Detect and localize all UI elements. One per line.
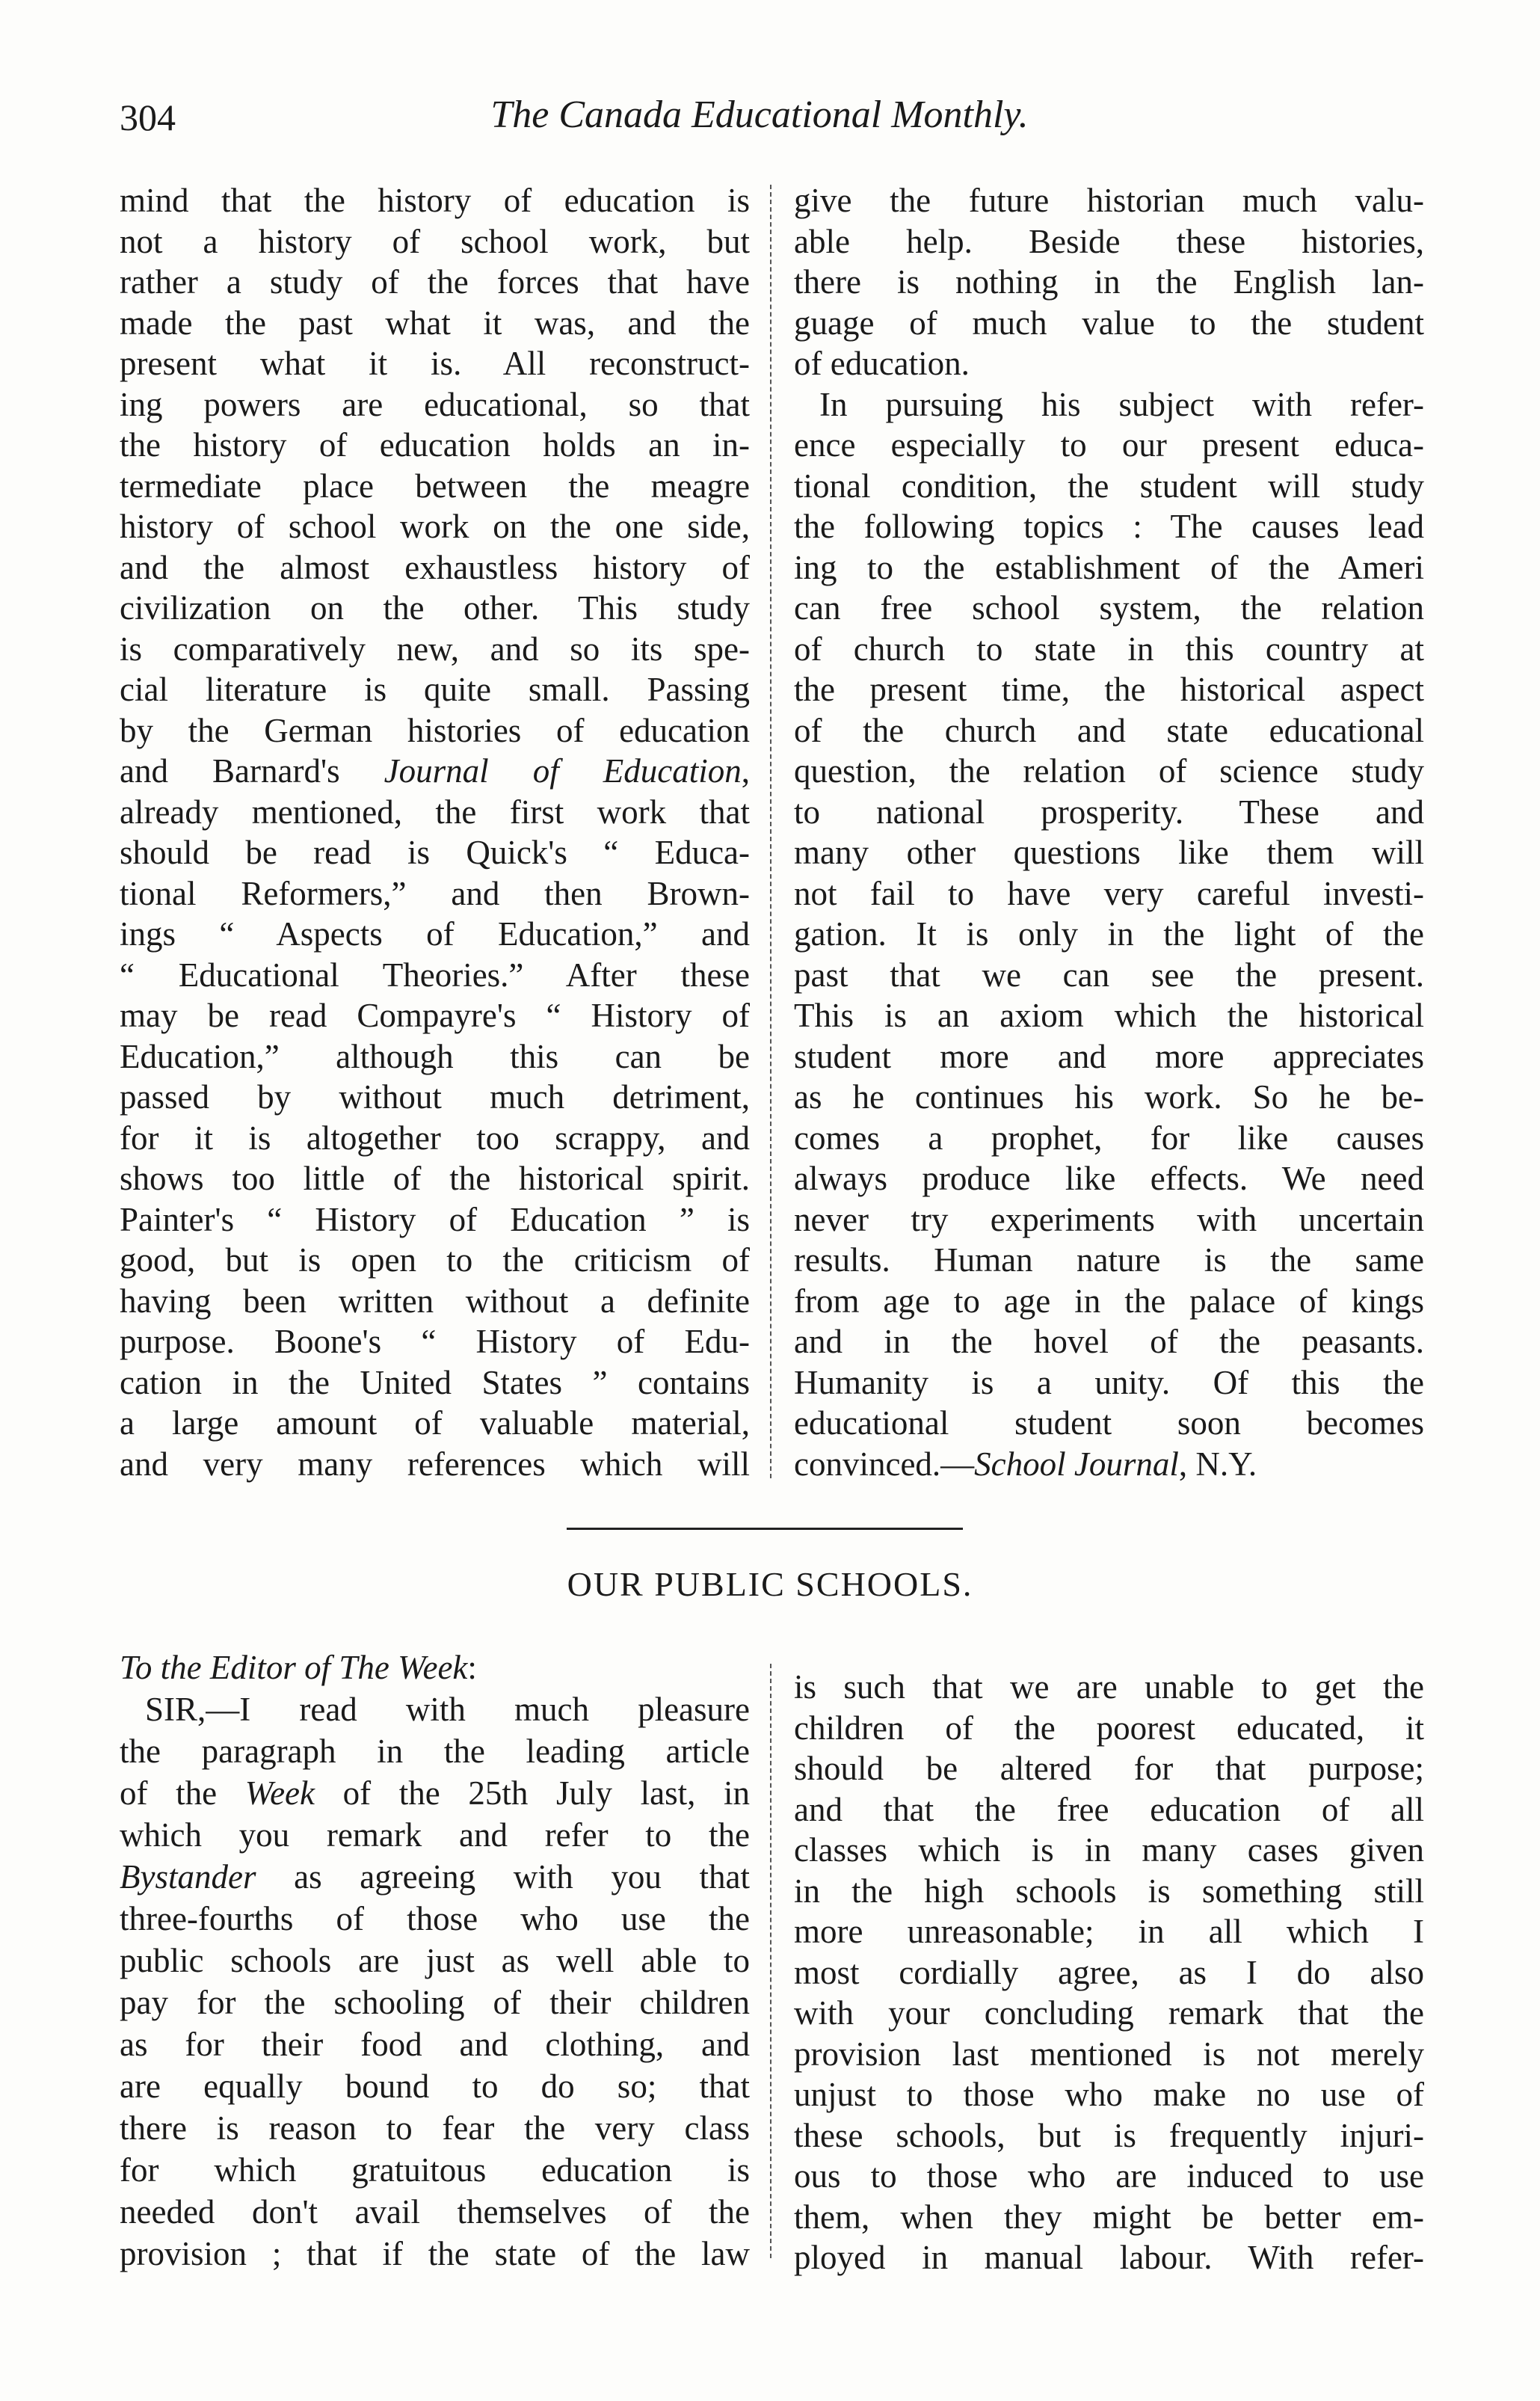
text-line [794,1036,1424,1077]
text-line [794,1240,1424,1281]
text-line [120,1362,750,1404]
text: passed by without much detriment, [120,1078,750,1116]
text-line [794,1362,1424,1404]
text-line [120,792,750,833]
text-line [120,1403,750,1444]
text: a large amount of valuable material, [120,1404,750,1442]
text: should be read is Quick's “ Educa- [120,834,750,871]
text: can free school system, the relation [794,589,1424,627]
text: of education. [794,345,970,382]
text: comes a prophet, for like causes [794,1119,1424,1157]
text-line [120,710,750,751]
text-line [794,995,1424,1036]
text: and Barnard's [120,752,384,790]
text: of the [120,1774,245,1812]
text: and in the hovel of the peasants. [794,1323,1424,1360]
text-line [794,669,1424,710]
text-line [794,1403,1424,1444]
text-line [120,2149,750,2191]
text: the paragraph in the leading article [120,1733,750,1770]
text: question, the relation of science study [794,752,1424,790]
text-line [120,2065,750,2107]
text: rather a study of the forces that have [120,263,750,301]
text: not a history of school work, but [120,222,750,260]
text-line [794,1077,1424,1118]
page-number: 304 [120,96,176,138]
text-line [120,1118,750,1159]
text-line [120,1814,750,1856]
text: , N.Y. [1178,1445,1257,1483]
text: This is an axiom which the historical [794,997,1424,1034]
section-rule [567,1528,963,1530]
italic-text: Journal of Education [384,752,742,790]
text: already mentioned, the first work that [120,793,750,831]
text: as agreeing with you that [256,1858,750,1896]
text: there is nothing in the English lan- [794,263,1424,301]
text: Education,” although this can be [120,1037,750,1075]
text: SIR,—I read with much pleasure [145,1691,750,1728]
text: present what it is. All reconstruct- [120,345,750,382]
text-line [794,710,1424,751]
text: three-fourths of those who use the [120,1900,750,1937]
text: more unreasonable; in all which I [794,1913,1424,1950]
text: is such that we are unable to get the [794,1668,1424,1706]
text: for which gratuitous education is [120,2151,750,2189]
text-line [120,1647,750,1688]
text-line [120,629,750,670]
text-line [794,2034,1424,2075]
text-line [794,873,1424,914]
text: purpose. Boone's “ History of Edu- [120,1323,750,1360]
text-line [794,384,1424,425]
text-line [794,303,1424,344]
text: ence especially to our present educa- [794,426,1424,464]
text: : [467,1649,477,1686]
text-line [794,1993,1424,2034]
text: able help. Beside these histories, [794,222,1424,260]
text-line [120,1898,750,1940]
text: to national prosperity. These and [794,793,1424,831]
text-line [120,1982,750,2023]
text-line [794,506,1424,547]
italic-text: Bystander [120,1858,256,1896]
text-line [120,1772,750,1814]
text: from age to age in the palace of kings [794,1282,1424,1320]
text-line [120,1321,750,1362]
text: them, when they might be better em- [794,2198,1424,2236]
text-line [120,1077,750,1118]
column-divider [770,185,771,1478]
running-head: The Canada Educational Monthly. [490,93,1029,136]
text: , [741,752,750,790]
text: past that we can see the present. [794,956,1424,994]
article1-right-column [794,180,1424,1484]
text-line [794,547,1424,588]
text-line [794,1444,1424,1485]
text-line [794,1871,1424,1912]
article2-left-column [120,1647,750,2275]
text: Painter's “ History of Education ” is [120,1200,750,1238]
text: as he continues his work. So he be- [794,1078,1424,1116]
text-line [794,221,1424,262]
text-line [120,425,750,466]
text: is comparatively new, and so its spe- [120,630,750,668]
text: as for their food and clothing, and [120,2026,750,2063]
text: classes which is in many cases given [794,1831,1424,1869]
text-line [794,629,1424,670]
text-line [794,914,1424,955]
text: children of the poorest educated, it [794,1709,1424,1747]
text: and very many references which will [120,1445,750,1483]
text-line [120,669,750,710]
text: student more and more appreciates [794,1037,1424,1075]
text: tional condition, the student will study [794,467,1424,505]
italic-text: School Journal [974,1445,1179,1483]
text-line [794,1911,1424,1952]
text: made the past what it was, and the [120,304,750,342]
text-line [120,303,750,344]
text: termediate place between the meagre [120,467,750,505]
text: ing powers are educational, so that [120,385,750,423]
section-heading: OUR PUBLIC SCHOOLS. [567,1565,973,1603]
text-line [794,832,1424,873]
text: of the 25th July last, in [315,1774,750,1812]
text-line [120,1688,750,1730]
text: mind that the history of education is [120,182,750,219]
text-line [794,262,1424,303]
text: good, but is open to the criticism of [120,1241,750,1279]
text: provision ; that if the state of the law [120,2235,750,2272]
text: and the almost exhaustless history of [120,548,750,586]
text: “ Educational Theories.” After these [120,956,750,994]
text-line [120,2107,750,2149]
text: having been written without a definite [120,1282,750,1320]
text: ous to those who are induced to use [794,2157,1424,2195]
text-line [794,1321,1424,1362]
text-line [120,1199,750,1241]
text-line [794,1118,1424,1159]
text: the following topics : The causes lead [794,508,1424,545]
text-line [794,1952,1424,1993]
text-line [794,1158,1424,1199]
text-line [794,2237,1424,2278]
text-line [794,2074,1424,2115]
text-line [120,1281,750,1322]
text: in the high schools is something still [794,1872,1424,1910]
text: always produce like effects. We need [794,1160,1424,1197]
text-line [794,1789,1424,1830]
text: the history of education holds an in- [120,426,750,464]
text: and that the free education of all [794,1790,1424,1828]
text: tional Reformers,” and then Brown- [120,874,750,912]
text-line [120,2023,750,2065]
text-line [794,751,1424,792]
text-line [794,1667,1424,1708]
text: ployed in manual labour. With refer- [794,2239,1424,2276]
text-line [120,547,750,588]
text: give the future historian much valu- [794,182,1424,219]
text-line [794,955,1424,996]
text: may be read Compayre's “ History of [120,997,750,1034]
text: not fail to have very careful investi- [794,874,1424,912]
text: most cordially agree, as I do also [794,1953,1424,1991]
text: which you remark and refer to the [120,1816,750,1854]
text: public schools are just as well able to [120,1942,750,1979]
text: ing to the establishment of the Ameri [794,548,1424,586]
text-line [794,466,1424,507]
text-line [794,1748,1424,1789]
text-line [794,1281,1424,1322]
text: should be altered for that purpose; [794,1750,1424,1787]
text: convinced.— [794,1445,975,1483]
text-line [120,1240,750,1281]
text: cial literature is quite small. Passing [120,671,750,708]
article2-right-column [794,1667,1424,2278]
text-line [794,792,1424,833]
text: educational student soon becomes [794,1404,1424,1442]
text-line [794,1830,1424,1871]
text: provision last mentioned is not merely [794,2035,1424,2073]
text-line [120,914,750,955]
text: by the German histories of education [120,711,750,749]
text: civilization on the other. This study [120,589,750,627]
text: are equally bound to do so; that [120,2068,750,2105]
text-line [120,221,750,262]
text-line [120,2191,750,2233]
text: history of school work on the one side, [120,508,750,545]
text: cation in the United States ” contains [120,1363,750,1401]
text-line [120,1444,750,1485]
text-line [120,873,750,914]
text-line [120,1158,750,1199]
text-line [794,425,1424,466]
text-line [794,2115,1424,2156]
text-line [120,588,750,629]
text: ings “ Aspects of Education,” and [120,915,750,953]
text-line [794,1708,1424,1749]
text: with your concluding remark that the [794,1994,1424,2032]
text-line [120,2233,750,2275]
text-line [794,1199,1424,1241]
text-line [120,506,750,547]
text-line [794,588,1424,629]
text-line [794,2197,1424,2238]
text: pay for the schooling of their children [120,1984,750,2021]
text-line [120,384,750,425]
text: unjust to those who make no use of [794,2076,1424,2113]
text-line [120,262,750,303]
text: needed don't avail themselves of the [120,2193,750,2231]
text: these schools, but is frequently injuri- [794,2116,1424,2154]
text: of the church and state educational [794,711,1424,749]
text-line [120,1940,750,1982]
text-line [120,1730,750,1772]
text-line [120,751,750,792]
text-line [120,955,750,996]
text-line [794,343,1424,384]
text: there is reason to fear the very class [120,2109,750,2147]
text: results. Human nature is the same [794,1241,1424,1279]
text: of church to state in this country at [794,630,1424,668]
text: for it is altogether too scrappy, and [120,1119,750,1157]
text: guage of much value to the student [794,304,1424,342]
text: In pursuing his subject with refer- [819,385,1424,423]
column-divider [770,1664,771,2258]
text: never try experiments with uncertain [794,1200,1424,1238]
text: the present time, the historical aspect [794,671,1424,708]
italic-text: Week [244,1774,315,1812]
text: shows too little of the historical spirit. [120,1160,750,1197]
italic-text: To the Editor of The Week [120,1649,468,1686]
text-line [120,466,750,507]
text-line [120,995,750,1036]
text-line [794,180,1424,221]
text: gation. It is only in the light of the [794,915,1424,953]
text-line [120,1856,750,1898]
text-line [120,832,750,873]
text-line [120,180,750,221]
text-line [120,343,750,384]
article1-left-column [120,180,750,1484]
text: many other questions like them will [794,834,1424,871]
text-line [794,2156,1424,2197]
text-line [120,1036,750,1077]
text: Humanity is a unity. Of this the [794,1363,1424,1401]
